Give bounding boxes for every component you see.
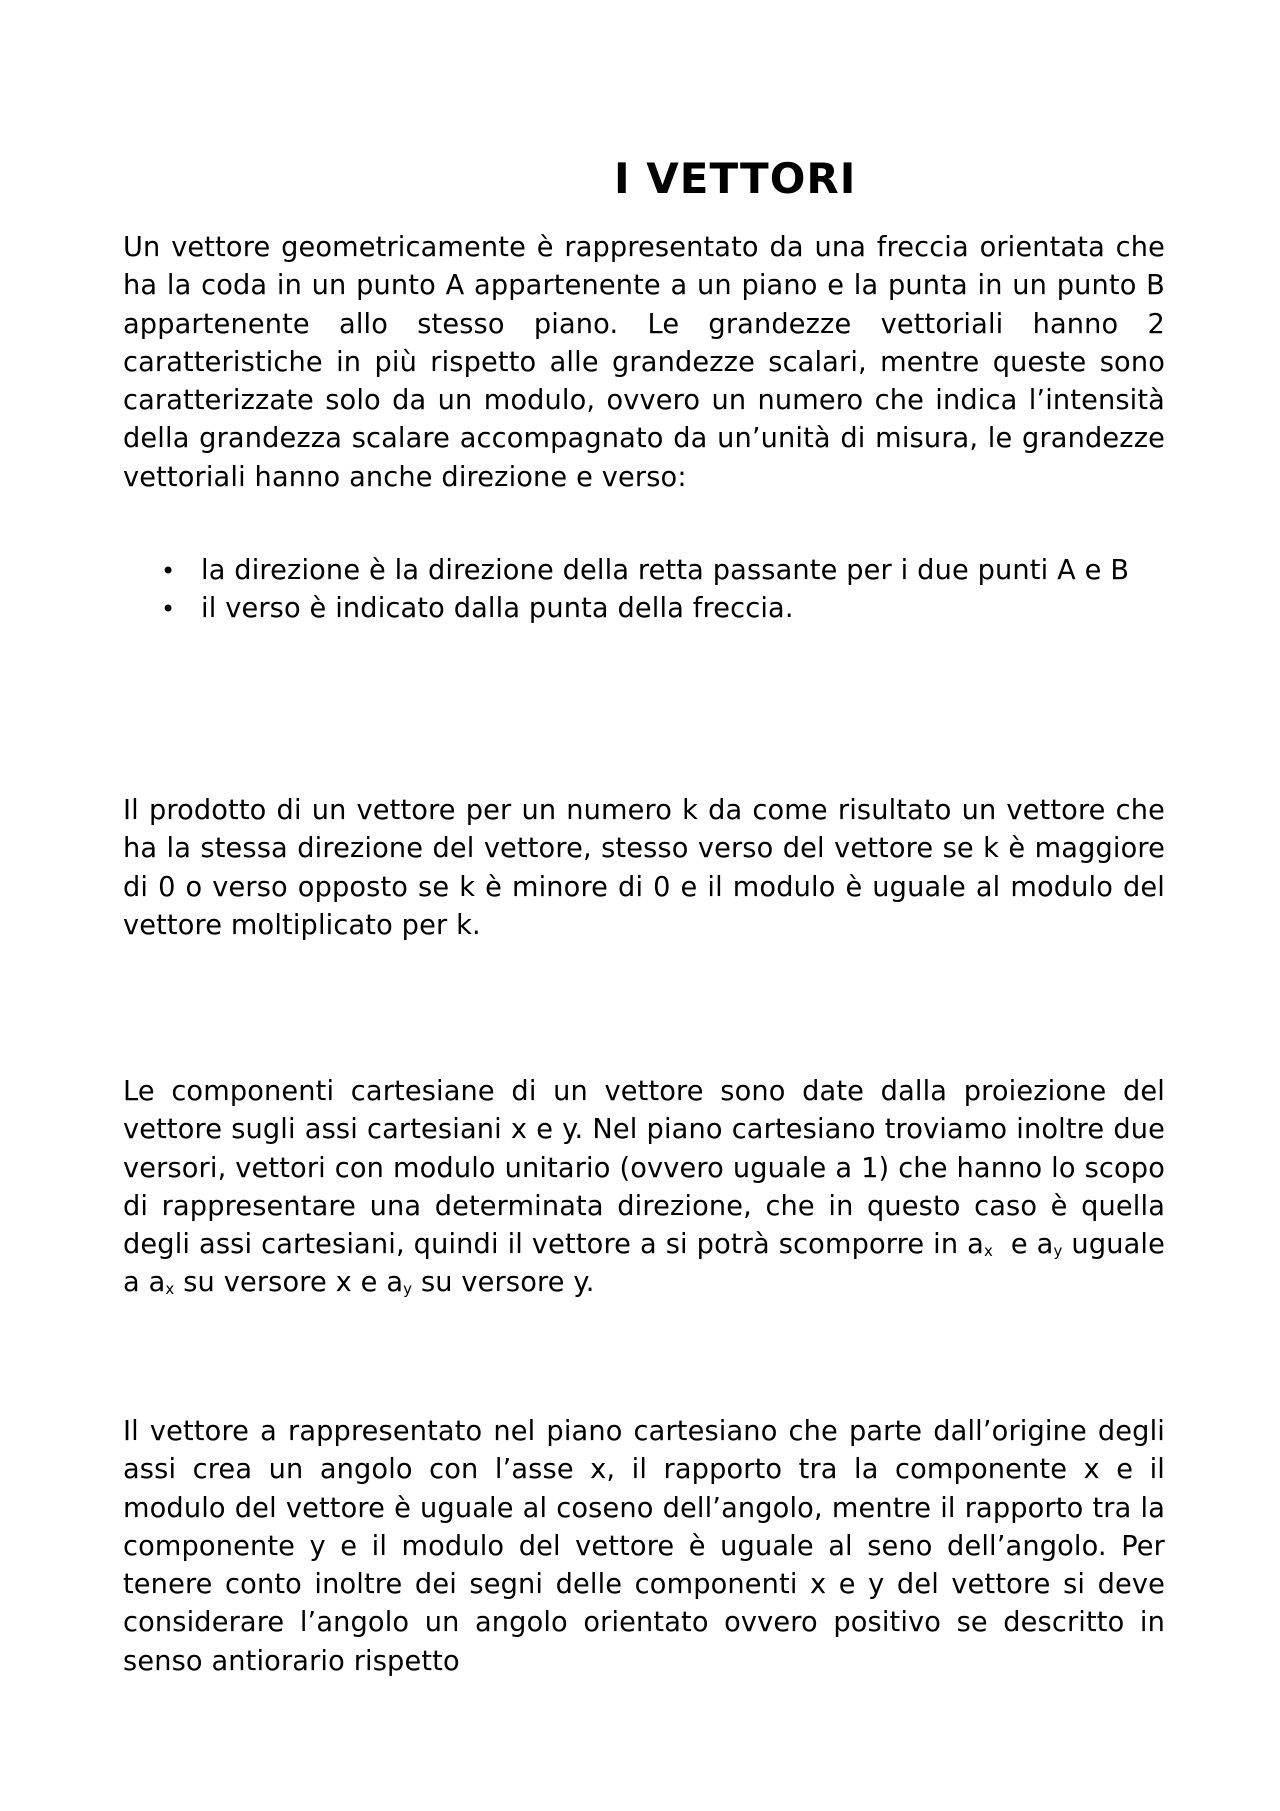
paragraph-scalar-product: Il prodotto di un vettore per un numero k da come risultato un vettore che ha la stessa direzione del vettore, stesso verso del vettore se k è maggiore di 0 o verso opposto se k è minore di 0 e il modulo è uguale al modulo del vettore moltiplicato per k. bbox=[123, 795, 1165, 941]
subscript-x: x bbox=[165, 1280, 175, 1299]
text-fragment: su versore y. bbox=[412, 1267, 595, 1299]
subscript-x: x bbox=[984, 1242, 993, 1261]
list-item bbox=[123, 590, 1165, 628]
bullet-list bbox=[123, 552, 1165, 629]
text-fragment: su versore x e a bbox=[174, 1267, 404, 1299]
paragraph-cartesian-components bbox=[123, 1073, 1165, 1303]
page-title: I VETTORI bbox=[614, 154, 857, 203]
subscript-y: y bbox=[1053, 1242, 1063, 1261]
list-item-text: il verso è indicato dalla punta della freccia. bbox=[201, 593, 794, 625]
paragraph-vector-angle: Il vettore a rappresentato nel piano cartesiano che parte dall’origine degli assi crea un angolo con l’asse x, il rapporto tra la componente x e il modulo del vettore è uguale al coseno dell’angolo, mentre il rapporto tra la componente y e il modulo del vettore è uguale al seno dell’angolo. Per tenere conto inoltre dei segni delle componenti x e y del vettore si deve considerare l’angolo un angolo orientato ovvero positivo se descritto in senso antiorario rispetto bbox=[123, 1416, 1165, 1677]
list-item bbox=[123, 552, 1165, 590]
text-fragment: e a bbox=[1001, 1229, 1054, 1261]
text-fragment: Le componenti cartesiane di un vettore sono date dalla proiezione del vettore sugli assi cartesiani x e y. Nel piano cartesiano troviamo inoltre due versori, vettori con modulo unitario (ovvero uguale a 1) che hanno lo scopo di rappresentare una determinata direzione, che in questo caso è quella degli assi cartesiani, quindi il vettore a si potrà scomporre in a bbox=[123, 1076, 1165, 1261]
list-item-text: la direzione è la direzione della retta passante per i due punti A e B bbox=[201, 555, 1130, 586]
subscript-y: y bbox=[403, 1280, 413, 1299]
bullet-icon: • bbox=[161, 557, 176, 585]
bullet-icon: • bbox=[161, 595, 176, 624]
paragraph-vector-definition: Un vettore geometricamente è rappresentato da una freccia orientata che ha la coda in un punto A appartenente a un piano e la punta in un punto B appartenente allo stesso piano. Le grandezze vettoriali hanno 2 caratteristiche in più rispetto alle grandezze scalari, mentre queste sono caratterizzate solo da un modulo, ovvero un numero che indica l’intensità della grandezza scalare accompagnato da un’unità di misura, le grandezze vettoriali hanno anche direzione e verso: bbox=[123, 232, 1165, 493]
text-fragment: uguale a a bbox=[123, 1229, 1165, 1299]
